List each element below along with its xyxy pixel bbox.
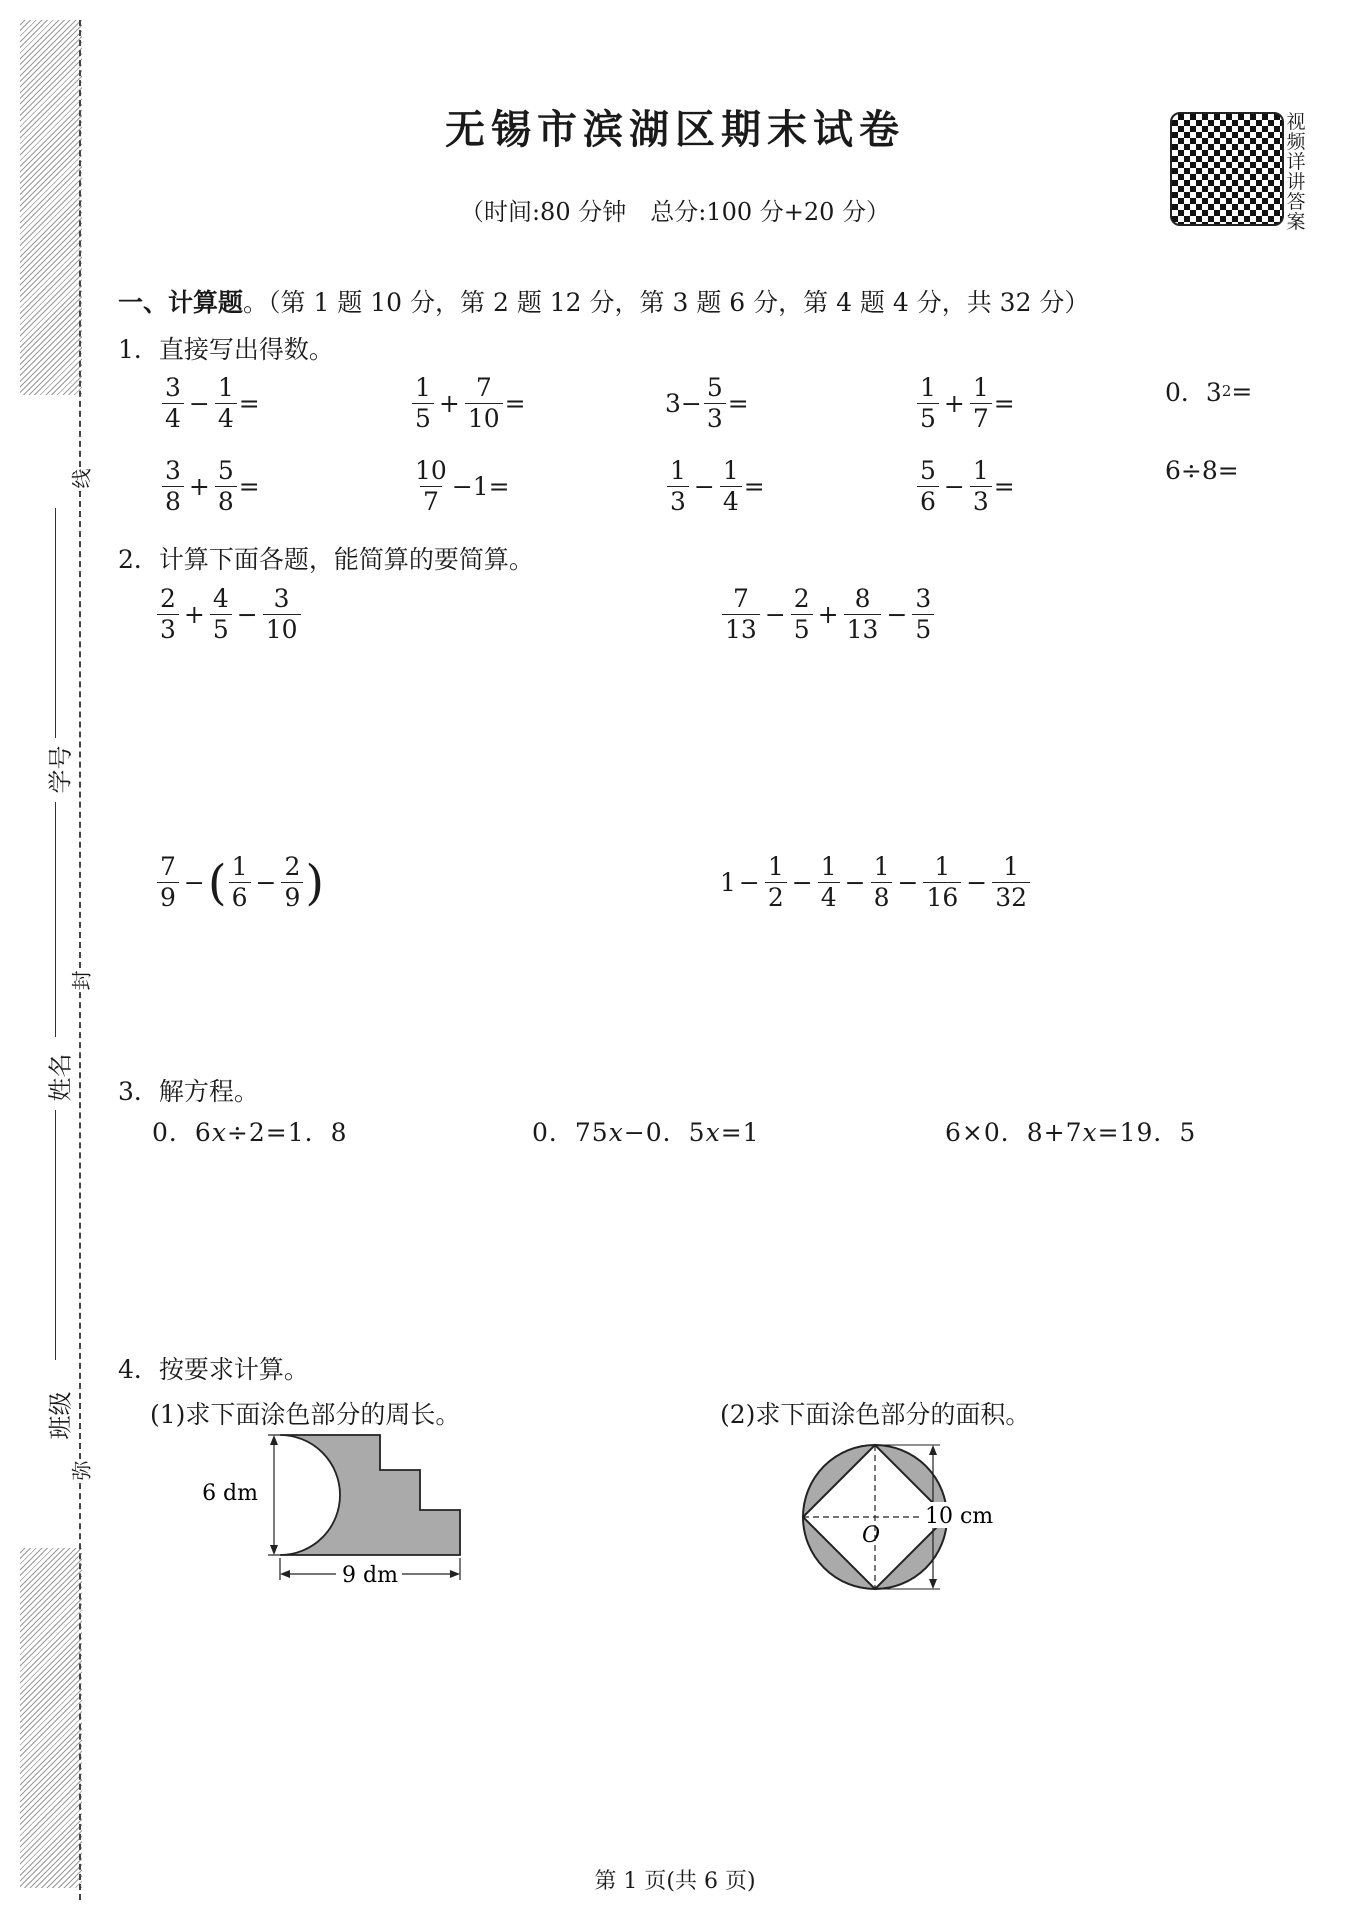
denominator: 13 (844, 614, 882, 645)
numerator: 3 (165, 373, 181, 402)
denominator: 3 (667, 486, 689, 517)
staircase-shaded-region (280, 1435, 460, 1555)
numerator: 10 (415, 456, 447, 485)
equation-3 (945, 1113, 1196, 1149)
q1-label: 1．直接写出得数。 (118, 335, 334, 364)
fraction (917, 373, 939, 434)
denominator: 6 (229, 882, 251, 913)
variable-x: x (705, 1118, 721, 1147)
q1-item (665, 373, 749, 434)
operator: + (817, 600, 839, 629)
expression-text: = (993, 472, 1015, 501)
paren-close: ) (305, 854, 325, 911)
class-label: 班级 (46, 1391, 75, 1440)
operator: − (844, 868, 866, 897)
variable-x: x (1082, 1118, 1098, 1147)
binding-margin (0, 0, 95, 1910)
q2-expression-2 (720, 584, 936, 645)
denominator: 5 (917, 403, 939, 434)
fraction (229, 852, 251, 913)
arrow-right-icon (450, 1570, 460, 1578)
denominator: 3 (970, 486, 992, 517)
expression-text: = (743, 472, 765, 501)
student-id-underline (55, 508, 56, 738)
q1-item (1165, 373, 1252, 409)
fraction (871, 852, 893, 913)
arrow-down-icon (929, 1579, 937, 1589)
expression-text: −1= (451, 472, 510, 501)
denominator: 4 (215, 403, 237, 434)
denominator: 3 (704, 403, 726, 434)
denominator: 10 (465, 403, 503, 434)
denominator: 6 (917, 486, 939, 517)
paren-open: ( (207, 854, 227, 911)
numerator: 1 (1003, 852, 1020, 881)
fraction (162, 373, 184, 434)
diameter-label: 10 cm (925, 1504, 994, 1529)
equation-text: 0．6 (152, 1118, 212, 1147)
q2-expression-4 (720, 852, 1032, 913)
expression-text: = (238, 472, 260, 501)
numerator: 1 (722, 456, 739, 485)
fraction (818, 852, 840, 913)
numerator: 1 (972, 456, 989, 485)
operator: − (943, 472, 965, 501)
denominator: 8 (162, 486, 184, 517)
variable-x: x (608, 1118, 624, 1147)
class-underline (55, 1110, 56, 1360)
expression-text: = (993, 389, 1015, 418)
operator: − (897, 868, 919, 897)
height-label: 6 dm (202, 1481, 258, 1506)
numerator: 5 (706, 373, 723, 402)
fraction (722, 584, 760, 645)
fraction (923, 852, 961, 913)
numerator: 1 (415, 373, 431, 402)
fraction (210, 584, 232, 645)
fraction (844, 584, 882, 645)
denominator: 4 (818, 882, 840, 913)
numerator: 7 (160, 852, 176, 881)
qr-code-icon[interactable] (1170, 112, 1284, 226)
equation-text: ÷2=1．8 (226, 1118, 348, 1147)
expression-text: 1 (720, 868, 736, 897)
denominator: 5 (791, 614, 813, 645)
name-label: 姓名 (46, 1053, 75, 1102)
fraction (704, 373, 726, 434)
q4-label: 4．按要求计算。 (118, 1355, 309, 1384)
exponent: 2 (1221, 382, 1232, 400)
fraction (157, 584, 179, 645)
equation-text: =19．5 (1097, 1118, 1197, 1147)
numerator: 1 (972, 373, 989, 402)
q1-item (915, 373, 1015, 434)
denominator: 9 (281, 882, 303, 913)
equation-text: =1 (720, 1118, 760, 1147)
numerator: 1 (920, 373, 936, 402)
q1-item (1165, 456, 1239, 485)
numerator: 7 (732, 584, 749, 613)
q2-label: 2．计算下面各题，能简算的要简算。 (118, 545, 534, 574)
numerator: 3 (273, 584, 290, 613)
denominator: 32 (992, 882, 1030, 913)
name-underline (55, 802, 56, 1037)
expression-text: = (727, 389, 749, 418)
q1-item (160, 456, 260, 517)
qr-label: 视频详讲答案 (1286, 111, 1306, 233)
seal-char: 封 (62, 971, 99, 991)
denominator: 9 (157, 882, 179, 913)
numerator: 1 (217, 373, 234, 402)
fraction (412, 456, 450, 517)
expression-text: = (1231, 376, 1253, 406)
numerator: 2 (793, 584, 810, 613)
figure-circle-square (760, 1430, 1060, 1605)
hatch-bottom (20, 1548, 82, 1888)
expression-text: 6÷8= (1165, 456, 1239, 485)
numerator: 1 (873, 852, 890, 881)
numerator: 3 (915, 584, 932, 613)
fraction (162, 456, 184, 517)
denominator: 4 (162, 403, 184, 434)
fraction (720, 456, 742, 517)
operator: + (183, 600, 205, 629)
q1-item (410, 456, 510, 517)
operator: − (738, 868, 760, 897)
numerator: 5 (217, 456, 234, 485)
equation-text: 0．75 (532, 1118, 609, 1147)
fraction (791, 584, 813, 645)
center-label: O (862, 1523, 881, 1548)
denominator: 2 (765, 882, 787, 913)
expression-text: 0．3 (1165, 378, 1222, 407)
fold-char: 弥 (62, 1461, 99, 1481)
arrow-up-icon (270, 1435, 278, 1445)
denominator: 7 (420, 486, 442, 517)
equation-text: 6×0．8+7 (945, 1118, 1083, 1147)
q1-item (665, 456, 765, 517)
denominator: 4 (720, 486, 742, 517)
denominator: 5 (210, 614, 232, 645)
width-label: 9 dm (342, 1563, 398, 1588)
fraction (281, 852, 303, 913)
fraction (667, 456, 689, 517)
denominator: 13 (722, 614, 760, 645)
section-title: 一、计算题 (118, 288, 244, 317)
exam-title: 无锡市滨湖区期末试卷 (445, 106, 905, 153)
denominator: 5 (912, 614, 934, 645)
numerator: 7 (475, 373, 492, 402)
figure-staircase (200, 1430, 500, 1605)
q1-item (410, 373, 526, 434)
numerator: 1 (934, 852, 951, 881)
denominator: 10 (263, 614, 301, 645)
student-id-label: 学号 (46, 745, 75, 794)
q1-item (915, 456, 1015, 517)
operator: − (188, 389, 210, 418)
denominator: 3 (157, 614, 179, 645)
operator: − (693, 472, 715, 501)
variable-x: x (211, 1118, 227, 1147)
page-footer: 第 1 页(共 6 页) (594, 1869, 756, 1894)
fraction (215, 373, 237, 434)
equation-2 (532, 1113, 760, 1149)
fraction (970, 373, 992, 434)
operator: − (236, 600, 258, 629)
numerator: 1 (231, 852, 248, 881)
numerator: 1 (820, 852, 837, 881)
operator: + (188, 472, 210, 501)
operator: − (966, 868, 988, 897)
numerator: 8 (854, 584, 871, 613)
expression-text: = (504, 389, 526, 418)
arrow-left-icon (280, 1570, 290, 1578)
q4-part2-label: (2)求下面涂色部分的面积。 (720, 1400, 1031, 1429)
equation-1 (152, 1113, 348, 1149)
exam-subtitle: （时间:80 分钟 总分:100 分+20 分） (459, 198, 891, 226)
denominator: 5 (412, 403, 434, 434)
numerator: 2 (160, 584, 176, 613)
equation-text: −0．5 (623, 1118, 706, 1147)
fraction (412, 373, 434, 434)
numerator: 5 (920, 456, 936, 485)
fraction (917, 456, 939, 517)
section-points: 。（第 1 题 10 分，第 2 题 12 分，第 3 题 6 分，第 4 题 4 分，共 32 分） (243, 288, 1090, 317)
denominator: 16 (923, 882, 961, 913)
fraction (765, 852, 787, 913)
operator: − (886, 600, 908, 629)
denominator: 8 (871, 882, 893, 913)
fraction (992, 852, 1030, 913)
numerator: 3 (165, 456, 181, 485)
fraction (157, 852, 179, 913)
expression-text: 3− (665, 389, 702, 418)
q2-expression-3 (155, 852, 324, 913)
operator: − (183, 868, 205, 897)
numerator: 1 (670, 456, 686, 485)
operator: + (943, 389, 965, 418)
operator: + (438, 389, 460, 418)
numerator: 2 (284, 852, 301, 881)
fraction (912, 584, 934, 645)
arrow-up-icon (929, 1445, 937, 1455)
section-heading (118, 283, 1089, 319)
fraction (970, 456, 992, 517)
operator: − (791, 868, 813, 897)
fraction (215, 456, 237, 517)
operator: − (255, 868, 277, 897)
q2-expression-1 (155, 584, 303, 645)
q4-part1-label: (1)求下面涂色部分的周长。 (150, 1400, 461, 1429)
expression-text: = (238, 389, 260, 418)
seal-line-char: 线 (62, 469, 99, 489)
operator: − (764, 600, 786, 629)
q3-label: 3．解方程。 (118, 1077, 259, 1106)
numerator: 4 (212, 584, 229, 613)
denominator: 8 (215, 486, 237, 517)
fraction (465, 373, 503, 434)
arrow-down-icon (270, 1545, 278, 1555)
q1-item (160, 373, 260, 434)
denominator: 7 (970, 403, 992, 434)
fold-line (79, 20, 81, 1900)
numerator: 1 (767, 852, 784, 881)
fraction (263, 584, 301, 645)
